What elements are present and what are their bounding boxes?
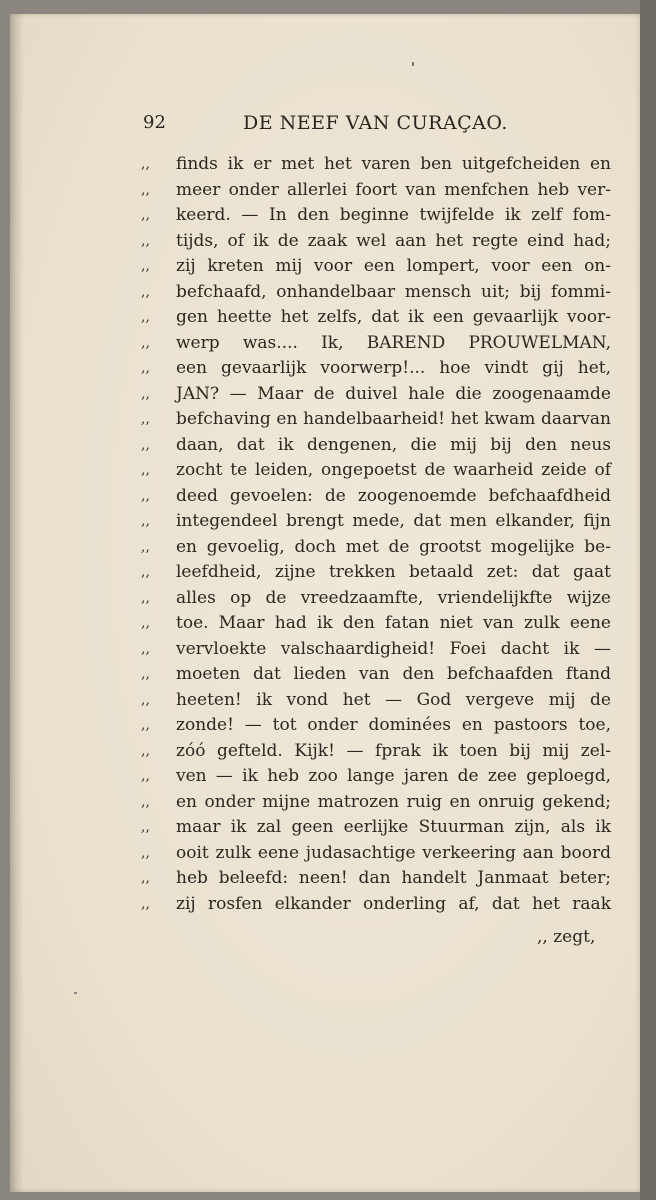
quote-mark: ,,	[141, 309, 150, 325]
line-text: gen heette het zelfs, dat ik een gevaarlijk voor-	[176, 307, 611, 327]
quote-mark: ,,	[141, 181, 150, 198]
catchword: ,, zegt,	[537, 927, 596, 947]
line-text: befchaving en handelbaarheid! het kwam daarvan	[176, 409, 611, 429]
quote-mark: ,,	[141, 411, 150, 427]
text-line	[141, 790, 615, 816]
running-title: DE NEEF VAN CURAÇAO.	[243, 112, 508, 134]
quote-mark: ,,	[141, 513, 150, 529]
line-text: finds ik er met het varen ben uitgefcheiden en	[176, 154, 611, 174]
page-gutter-shadow	[10, 14, 24, 1192]
line-text: en gevoelig, doch met de grootst mogelijke be-	[176, 536, 611, 557]
line-text: leefdheid, zijne trekken betaald zet: dat gaat	[176, 562, 611, 582]
text-line	[141, 254, 615, 280]
line-text: een gevaarlijk voorwerp!... hoe vindt gij het,	[176, 358, 611, 378]
quote-mark: ,,	[141, 742, 150, 759]
text-line	[141, 280, 615, 306]
line-text: zonde! — tot onder dominées en pastoors toe,	[176, 715, 611, 735]
quote-mark: ,,	[141, 564, 150, 580]
body-text	[141, 152, 615, 917]
text-line	[141, 407, 615, 433]
quote-mark: ,,	[141, 793, 150, 810]
line-text: vervloekte valschaardigheid! Foei dacht ik —	[176, 638, 611, 659]
quote-mark: ,,	[141, 768, 150, 784]
line-text: keerd. — In den beginne twijfelde ik zelf fom-	[176, 205, 611, 225]
quote-mark: ,,	[141, 538, 150, 555]
ink-speck	[74, 992, 77, 994]
line-text: meer onder allerlei foort van menfchen heb ver-	[176, 179, 611, 200]
quote-mark: ,,	[141, 640, 150, 657]
text-line	[141, 841, 615, 867]
page-number: 92	[143, 112, 166, 133]
line-text: heeten! ik vond het — God vergeve mij de	[176, 689, 611, 710]
line-text: alles op de vreedzaamfte, vriendelijkfte wijze	[176, 587, 611, 608]
text-line	[141, 637, 615, 663]
text-line	[141, 866, 615, 892]
line-text: zocht te leiden, ongepoetst de waarheid zeide of	[176, 460, 611, 480]
quote-mark: ,,	[141, 385, 150, 402]
quote-mark: ,,	[141, 870, 150, 886]
line-text: JAN? — Maar de duivel hale die zoogenaamde	[176, 383, 611, 404]
quote-mark: ,,	[141, 258, 150, 274]
text-line	[141, 203, 615, 229]
text-line	[141, 688, 615, 714]
text-line	[141, 586, 615, 612]
text-line	[141, 713, 615, 739]
quote-mark: ,,	[141, 436, 150, 453]
text-line	[141, 433, 615, 459]
text-line	[141, 739, 615, 765]
text-line	[141, 305, 615, 331]
quote-mark: ,,	[141, 666, 150, 682]
quote-mark: ,,	[141, 691, 150, 708]
quote-mark: ,,	[141, 844, 150, 861]
text-line	[141, 560, 615, 586]
quote-mark: ,,	[141, 717, 150, 733]
quote-mark: ,,	[141, 462, 150, 478]
line-text: integendeel brengt mede, dat men elkander, fijn	[176, 511, 611, 531]
quote-mark: ,,	[141, 895, 150, 912]
text-line	[141, 509, 615, 535]
line-text: en onder mijne matrozen ruig en onruig gekend;	[176, 791, 611, 812]
quote-mark: ,,	[141, 487, 150, 504]
line-text: toe. Maar had ik den fatan niet van zulk eene	[176, 613, 611, 633]
quote-mark: ,,	[141, 589, 150, 606]
text-line	[141, 382, 615, 408]
line-text: ven — ik heb zoo lange jaren de zee geploegd,	[176, 766, 611, 786]
line-text: moeten dat lieden van den befchaafden ftand	[176, 664, 611, 684]
line-text: maar ik zal geen eerlijke Stuurman zijn, als ik	[176, 817, 611, 837]
text-line	[141, 764, 615, 790]
quote-mark: ,,	[141, 207, 150, 223]
quote-mark: ,,	[141, 156, 150, 172]
quote-mark: ,,	[141, 819, 150, 835]
quote-mark: ,,	[141, 360, 150, 376]
text-line	[141, 662, 615, 688]
text-line	[141, 892, 615, 918]
text-line	[141, 178, 615, 204]
quote-mark: ,,	[141, 283, 150, 300]
quote-mark: ,,	[141, 232, 150, 249]
line-text: deed gevoelen: de zoogenoemde befchaafdheid	[176, 485, 611, 506]
quote-mark: ,,	[141, 615, 150, 631]
line-text: werp was.... Ik, BAREND PROUWELMAN,	[176, 332, 611, 353]
text-line	[141, 535, 615, 561]
text-line	[141, 815, 615, 841]
page-header	[0, 112, 656, 142]
text-line	[141, 152, 615, 178]
text-line	[141, 356, 615, 382]
line-text: befchaafd, onhandelbaar mensch uit; bij fommi-	[176, 281, 611, 302]
line-text: daan, dat ik dengenen, die mij bij den neus	[176, 434, 611, 455]
quote-mark: ,,	[141, 334, 150, 351]
line-text: ooit zulk eene judasachtige verkeering aan boord	[176, 842, 611, 863]
text-line	[141, 458, 615, 484]
text-line	[141, 229, 615, 255]
text-line	[141, 484, 615, 510]
line-text: zij rosfen elkander onderling af, dat het raak	[176, 893, 611, 914]
text-line	[141, 611, 615, 637]
line-text: zóó gefteld. Kijk! — fprak ik toen bij mij zel-	[176, 740, 611, 761]
text-line	[141, 331, 615, 357]
line-text: tijds, of ik de zaak wel aan het regte eind had;	[176, 230, 611, 251]
ink-speck	[412, 62, 414, 66]
line-text: heb beleefd: neen! dan handelt Janmaat beter;	[176, 868, 611, 888]
line-text: zij kreten mij voor een lompert, voor een on-	[176, 256, 611, 276]
page-edge	[640, 0, 656, 1200]
